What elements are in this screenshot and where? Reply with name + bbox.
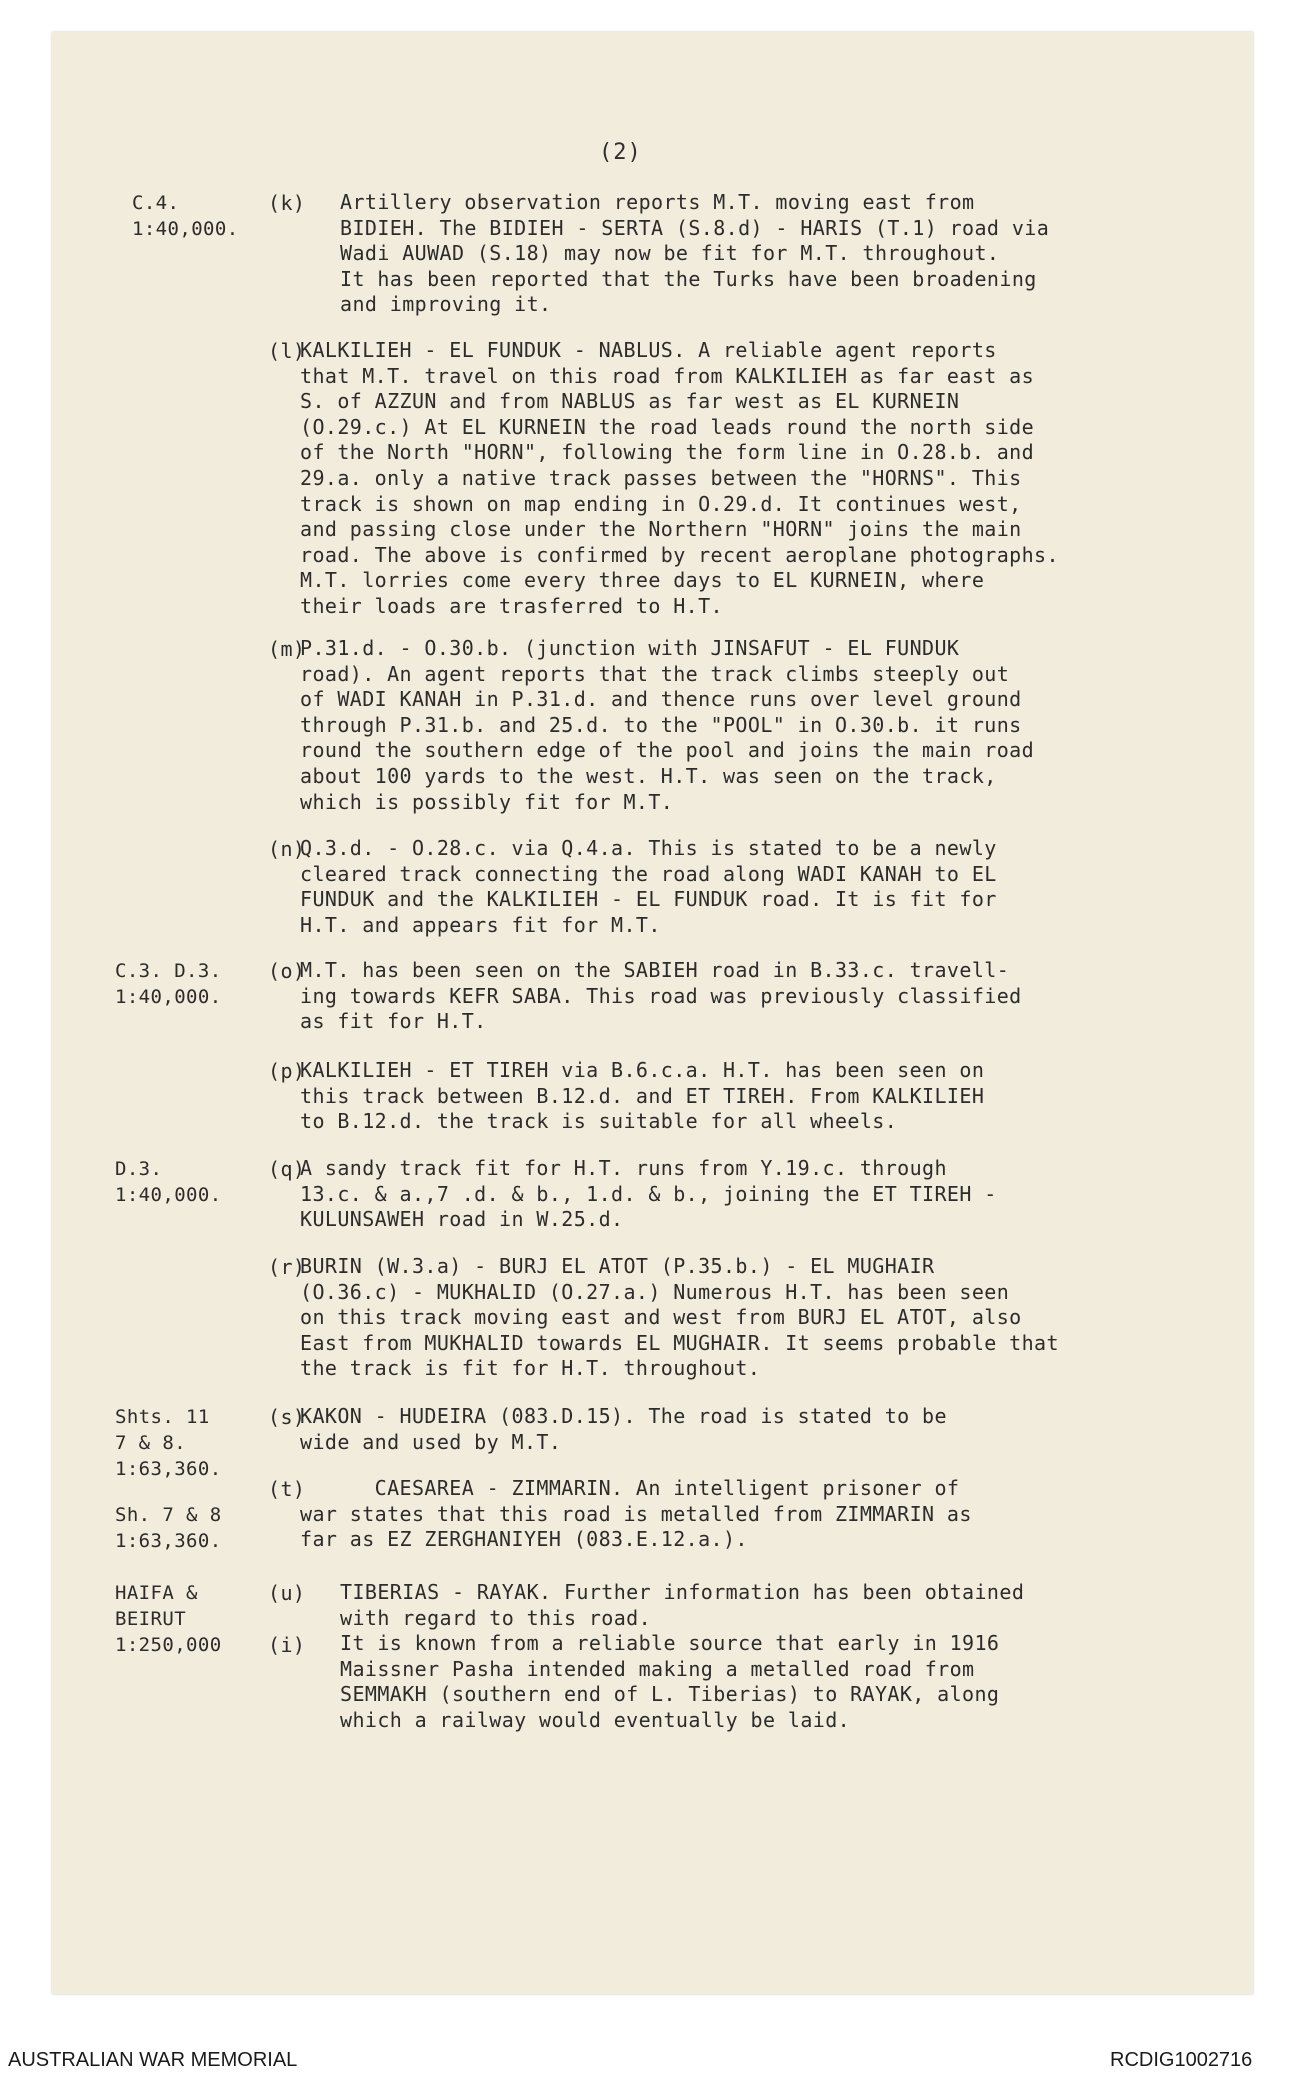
paragraph-label: (k)	[268, 191, 306, 215]
paragraph-text: A sandy track fit for H.T. runs from Y.19.c. through 13.c. & a.,7 .d. & b., 1.d. & b., joining the ET TIREH - KULUNSAWEH road in W.25.d.	[300, 1156, 997, 1232]
paragraph-text: CAESAREA - ZIMMARIN. An intelligent prisoner of war states that this road is metalled from ZIMMARIN as far as EZ ZERGHANIYEH (083.E.12.a.).	[300, 1476, 972, 1552]
map-reference: D.3. 1:40,000.	[115, 1158, 222, 1206]
map-reference: C.3. D.3. 1:40,000.	[115, 960, 222, 1008]
footer-institution: AUSTRALIAN WAR MEMORIAL	[8, 2049, 298, 2071]
paragraph-label: (s)	[268, 1405, 306, 1429]
map-reference: C.4. 1:40,000.	[132, 192, 239, 240]
paragraph-text: TIBERIAS - RAYAK. Further information has been obtained with regard to this road. It is known from a reliable source that early in 1916 Maissner Pasha intended making a metalled road from SEMMAKH (southern end of L. Tiberias) to RAYAK, along which a railway would eventually be laid.	[340, 1580, 1025, 1732]
paragraph-text: M.T. has been seen on the SABIEH road in B.33.c. travell- ing towards KEFR SABA. This road was previously classified as fit for H.T.	[300, 958, 1022, 1034]
paragraph-label: (r)	[268, 1255, 306, 1279]
paragraph-label: (n)	[268, 837, 306, 861]
paragraph-text: KAKON - HUDEIRA (083.D.15). The road is stated to be wide and used by M.T.	[300, 1404, 947, 1454]
paragraph-label: (o)	[268, 959, 306, 983]
paragraph-label: (l)	[268, 339, 306, 363]
paragraph-text: BURIN (W.3.a) - BURJ EL ATOT (P.35.b.) - EL MUGHAIR (O.36.c) - MUKHALID (O.27.a.) Numerous H.T. has been seen on this track moving east and west from BURJ EL ATOT, also East from MUKHALID towards EL MUGHAIR. It seems probable that the track is fit for H.T. throughout.	[300, 1254, 1059, 1381]
paragraph-text: P.31.d. - O.30.b. (junction with JINSAFUT - EL FUNDUK road). An agent reports that the track climbs steeply out of WADI KANAH in P.31.d. and thence runs over level ground through P.31.b. and 25.d. to the "POOL" in O.30.b. it runs round the southern edge of the pool and joins the main road about 100 yards to the west. H.T. was seen on the track, which is possibly fit for M.T.	[300, 636, 1035, 814]
paragraph-text: KALKILIEH - EL FUNDUK - NABLUS. A reliable agent reports that M.T. travel on this road from KALKILIEH as far east as S. of AZZUN and from NABLUS as far west as EL KURNEIN (O.29.c.) At EL KURNEIN the road leads round the north side of the North "HORN", following the form line in O.28.b. and 29.a. only a native track passes between the "HORNS". This track is shown on map ending in O.29.d. It continues west, and passing close under the Northern "HORN" joins the main road. The above is confirmed by recent aeroplane photographs. M.T. lorries come every three days to EL KURNEIN, where their loads are trasferred to H.T.	[300, 338, 1059, 618]
paragraph-label: (p)	[268, 1059, 306, 1083]
paragraph-label: (u) (i)	[268, 1581, 306, 1657]
map-reference: Sh. 7 & 8 1:63,360.	[115, 1504, 222, 1552]
map-reference: Shts. 11 7 & 8. 1:63,360.	[115, 1406, 222, 1480]
paragraph-label: (m)	[268, 637, 306, 661]
footer-item-id: RCDIG1002716	[1110, 2049, 1253, 2071]
paragraph-label: (q)	[268, 1157, 306, 1181]
paragraph-label: (t)	[268, 1477, 306, 1501]
paragraph-text: KALKILIEH - ET TIREH via B.6.c.a. H.T. has been seen on this track between B.12.d. and ET TIREH. From KALKILIEH to B.12.d. the track is suitable for all wheels.	[300, 1058, 985, 1134]
map-reference: HAIFA & BEIRUT 1:250,000	[115, 1582, 222, 1656]
page-number: (2)	[599, 140, 642, 165]
paragraph-text: Artillery observation reports M.T. moving east from BIDIEH. The BIDIEH - SERTA (S.8.d) - HARIS (T.1) road via Wadi AUWAD (S.18) may now be fit for M.T. throughout. It has been reported that the Turks have been broadening and improving it.	[340, 190, 1050, 317]
paragraph-text: Q.3.d. - O.28.c. via Q.4.a. This is stated to be a newly cleared track connecting the road along WADI KANAH to EL FUNDUK and the KALKILIEH - EL FUNDUK road. It is fit for H.T. and appears fit for M.T.	[300, 836, 997, 937]
